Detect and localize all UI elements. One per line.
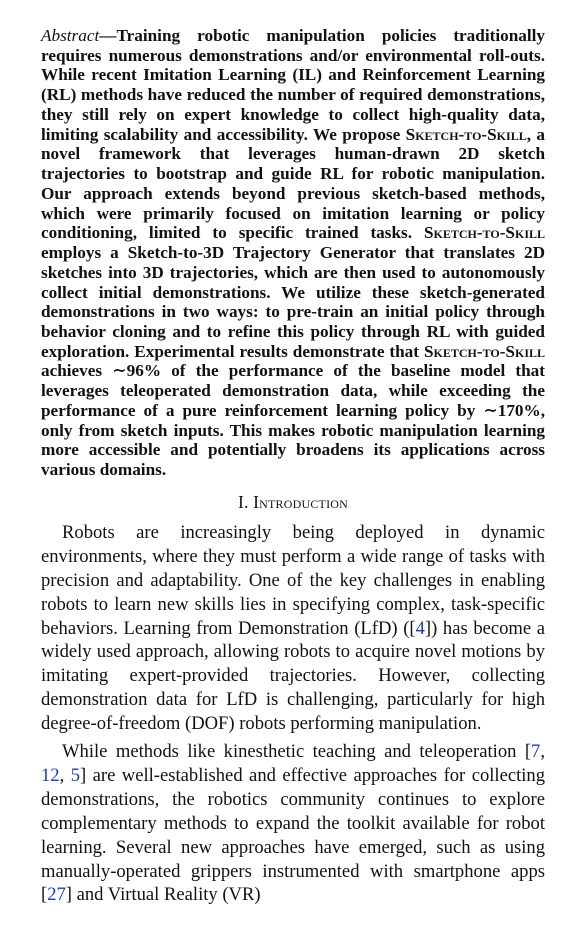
abstract-text-2: , a novel framework that leverages human-drawn 2D sketch trajectories to bootstrap and guide RL for robotic manipulation. Our approach extends beyond previous sketch-based methods, which were primarily focused on imitation learning or policy conditioning, limited to specific trained tasks. bbox=[41, 124, 546, 243]
abstract-label: Abstract bbox=[41, 26, 100, 45]
abstract bbox=[41, 26, 545, 480]
intro-text: While methods like kinesthetic teaching and teleoperation [ bbox=[62, 741, 532, 763]
citation-link[interactable]: 27 bbox=[47, 884, 66, 906]
abstract-text-1: Training robotic manipulation policies traditionally requires numerous demonstrations and/or environmental roll-outs. While recent Imitation Learning (IL) and Reinforcement Learning (RL) methods have reduced the number of required demonstrations, they still rely on expert knowledge to collect high-quality data, limiting scalability and accessibility. We propose bbox=[41, 26, 545, 144]
abstract-text-4: achieves ∼96% of the performance of the baseline model that leverages teleoperated demonstration data, while exceeding the performance of a pure reinforcement learning policy by ∼170%, only from sketch inputs. This makes robotic manipulation learning more accessible and potentially broadens its applications across various domains. bbox=[41, 361, 545, 480]
intro-paragraph-2 bbox=[41, 740, 545, 907]
citation-separator: , bbox=[540, 741, 545, 763]
citation-link[interactable]: 5 bbox=[70, 764, 80, 786]
citation-link[interactable]: 7 bbox=[531, 741, 541, 763]
citation-link[interactable]: 4 bbox=[415, 617, 425, 639]
intro-text: ] are well-established and effective approaches for collecting demonstrations, the robotics community continues to explore complementary methods to expand the toolkit available for robot learning. Several new approaches have emerged, such as using manually-operated grippers instrumented with smartphone apps [ bbox=[41, 764, 546, 906]
paper-page bbox=[41, 26, 545, 907]
citation-separator: , bbox=[59, 764, 71, 786]
section-heading-introduction: I. Introduction bbox=[237, 491, 349, 512]
method-name: Sketch-to-Skill bbox=[423, 223, 545, 243]
intro-text: ]) has become a widely used approach, allowing robots to acquire novel motions by imitating expert-provided trajectories. However, collecting demonstration data for LfD is challenging, particularly for high degree-of-freedom (DOF) robots performing manipulation. bbox=[41, 617, 546, 735]
abstract-dash: — bbox=[99, 26, 117, 45]
abstract-text-3: employs a Sketch-to-3D Trajectory Generator that translates 2D sketches into 3D trajectories, which are then used to autonomously collect initial demonstrations. We utilize these sketch-generated demonstrations in two ways: to pre-train an initial policy through behavior cloning and to refine this policy through RL with guided exploration. Experimental results demonstrate that bbox=[41, 243, 545, 361]
method-name: Sketch-to-Skill bbox=[405, 124, 527, 144]
intro-text: Robots are increasingly being deployed in dynamic environments, where they must perform a wide range of tasks with precision and adaptability. One of the key challenges in enabling robots to learn new skills lies in specifying complex, task-specific behaviors. Learning from Demonstration (LfD) ([ bbox=[41, 521, 545, 639]
citation-link[interactable]: 12 bbox=[41, 764, 60, 786]
method-name: Sketch-to-Skill bbox=[423, 341, 545, 361]
intro-paragraph-1 bbox=[41, 521, 545, 736]
intro-text: ] and Virtual Reality (VR) bbox=[65, 884, 261, 906]
